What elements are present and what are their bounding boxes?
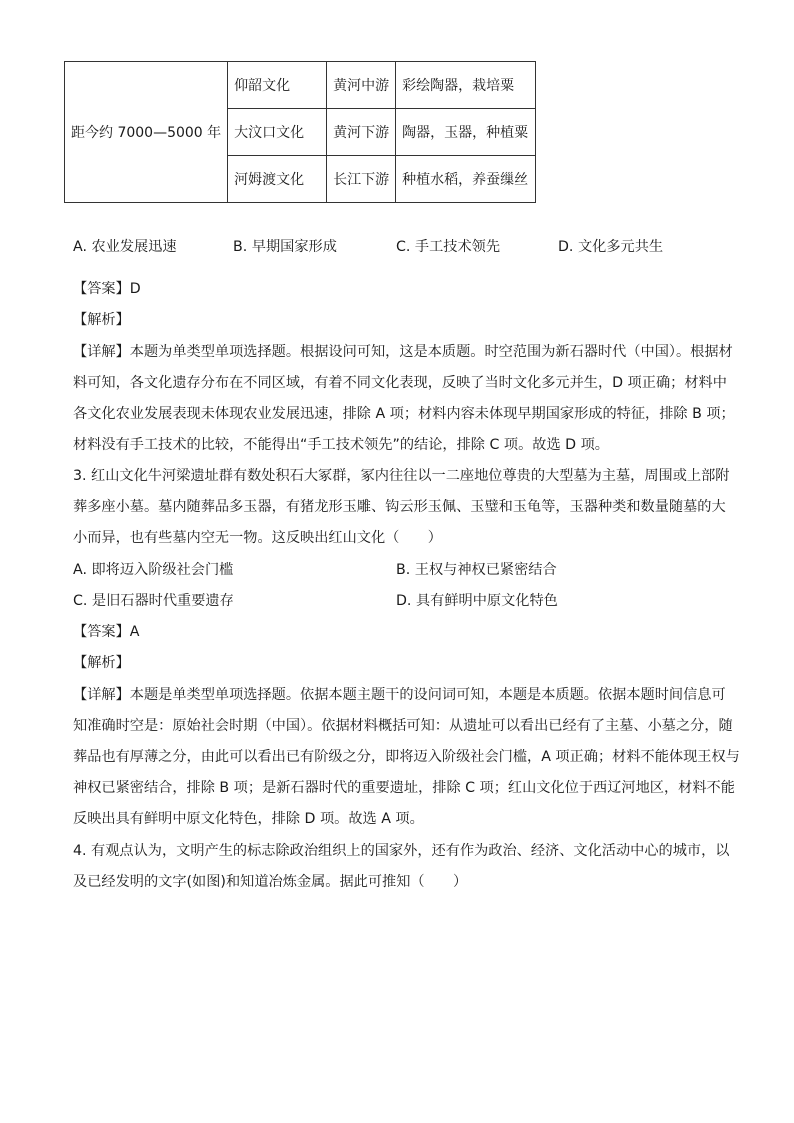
feature-cell: 彩绘陶器，栽培粟	[396, 62, 536, 109]
feature-cell: 陶器，玉器，种植粟	[396, 109, 536, 156]
region-cell: 长江下游	[327, 156, 396, 203]
q3-option-c: C. 是旧石器时代重要遗存	[73, 593, 234, 609]
q3-stem-line: 小而异，也有些墓内空无一物。这反映出红山文化（ ）	[73, 530, 442, 546]
region-cell: 黄河下游	[327, 109, 396, 156]
culture-name-cell: 大汶口文化	[228, 109, 327, 156]
q4-stem-line: 4. 有观点认为，文明产生的标志除政治组织上的国家外，还有作为政治、经济、文化活动中心的城市，以	[73, 843, 730, 859]
q3-option-a: A. 即将迈入阶级社会门槛	[73, 562, 234, 578]
q2-detail-line: 各文化农业发展表现未体现农业发展迅速，排除 A 项；材料内容未体现早期国家形成的特征，排除 B 项；	[73, 406, 735, 422]
region-cell: 黄河中游	[327, 62, 396, 109]
q2-option-d: D. 文化多元共生	[558, 239, 664, 255]
q2-answer: 【答案】D	[73, 281, 141, 297]
culture-name-cell: 仰韶文化	[228, 62, 327, 109]
q2-option-b: B. 早期国家形成	[233, 239, 337, 255]
q3-detail-line: 【详解】本题是单类型单项选择题。依据本题主题干的设问词可知，本题是本质题。依据本题时间信息可	[73, 687, 726, 703]
culture-name-cell: 河姆渡文化	[228, 156, 327, 203]
culture-table	[64, 61, 536, 203]
q3-detail-line: 知准确时空是：原始社会时期（中国）。依据材料概括可知：从遗址可以看出已经有了主墓、小墓之分，随	[73, 718, 733, 734]
q2-detail-line: 【详解】本题为单类型单项选择题。根据设问可知，这是本质题。时空范围为新石器时代（中国）。根据材	[73, 344, 733, 360]
q3-analysis-heading: 【解析】	[73, 655, 130, 671]
table-row	[65, 62, 536, 109]
q3-option-b: B. 王权与神权已紧密结合	[396, 562, 557, 578]
q3-answer: 【答案】A	[73, 624, 140, 640]
q2-analysis-heading: 【解析】	[73, 312, 130, 328]
q2-detail-line: 料可知，各文化遗存分布在不同区域，有着不同文化表现，反映了当时文化多元并生，D 项正确；材料中	[73, 375, 727, 391]
q2-detail-line: 材料没有手工技术的比较，不能得出“手工技术领先”的结论，排除 C 项。故选 D 项。	[73, 437, 609, 453]
q3-stem-line: 葬多座小墓。墓内随葬品多玉器，有猪龙形玉雕、钩云形玉佩、玉璧和玉龟等，玉器种类和数量随墓的大	[73, 499, 726, 515]
period-cell: 距今约 7000—5000 年	[65, 62, 228, 203]
q4-stem-line: 及已经发明的文字(如图)和知道冶炼金属。据此可推知（ ）	[73, 874, 468, 890]
q3-option-d: D. 具有鲜明中原文化特色	[396, 593, 558, 609]
q2-option-c: C. 手工技术领先	[396, 239, 501, 255]
q3-detail-line: 葬品也有厚薄之分，由此可以看出已有阶级之分，即将迈入阶级社会门槛，A 项正确；材料不能体现王权与	[73, 749, 740, 765]
q3-detail-line: 反映出具有鲜明中原文化特色，排除 D 项。故选 A 项。	[73, 811, 424, 827]
feature-cell: 种植水稻，养蚕缫丝	[396, 156, 536, 203]
q3-detail-line: 神权已紧密结合，排除 B 项；是新石器时代的重要遗址，排除 C 项；红山文化位于西辽河地区，材料不能	[73, 780, 735, 796]
q3-stem-line: 3. 红山文化牛河梁遗址群有数处积石大冢群，冢内往往以一二座地位尊贵的大型墓为主墓，周围或上部附	[73, 468, 730, 484]
q2-option-a: A. 农业发展迅速	[73, 239, 177, 255]
